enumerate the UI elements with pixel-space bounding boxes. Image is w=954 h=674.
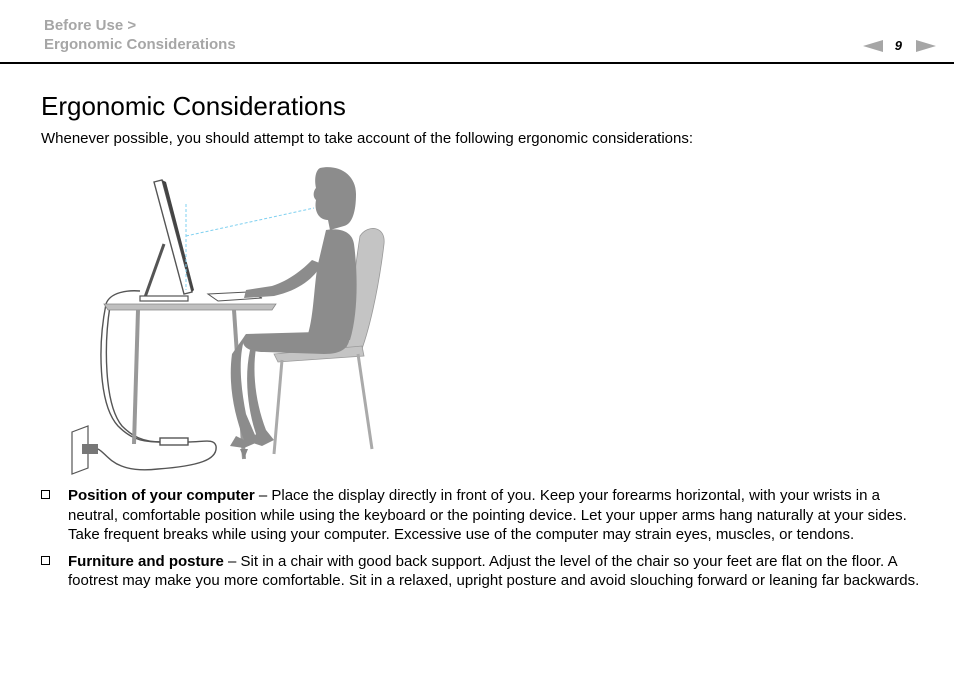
power-cable xyxy=(98,291,216,470)
right-triangle-arrow-icon xyxy=(916,40,936,52)
intro-text: Whenever possible, you should attempt to take account of the following ergonomic considerations: xyxy=(41,130,694,147)
list-item-heading: Position of your computer xyxy=(68,487,255,504)
ergonomic-list xyxy=(41,486,921,598)
breadcrumb xyxy=(44,16,236,54)
left-triangle-arrow-icon xyxy=(863,40,883,52)
list-item-text: – Sit in a chair with good back support. Adjust the level of the chair so your feet are flat on the floor. A footrest may make you more comfortable. Sit in a relaxed, upright posture and avoid slouching forward or leaning far backwards. xyxy=(68,552,920,589)
header-divider xyxy=(0,62,954,64)
list-item-heading: Furniture and posture xyxy=(68,552,224,570)
checkbox-bullet-icon xyxy=(41,490,50,499)
page-header xyxy=(0,0,954,64)
pager xyxy=(863,36,936,54)
list-item xyxy=(41,552,921,591)
checkbox-bullet-icon xyxy=(41,556,50,565)
ergonomic-posture-illustration xyxy=(68,164,398,476)
list-item xyxy=(41,486,921,545)
prev-page-button[interactable] xyxy=(863,39,883,51)
next-page-button[interactable] xyxy=(916,39,936,51)
page-number: 9 xyxy=(894,37,902,53)
breadcrumb-current: Ergonomic Considerations xyxy=(44,36,236,53)
breadcrumb-parent[interactable]: Before Use > xyxy=(44,17,137,34)
power-outlet-icon xyxy=(72,426,98,474)
list-item-text: – Place the display directly in front of you. Keep your forearms horizontal, with your wrists in a neutral, comfortable position while using the keyboard or the pointing device. Let your upper arms hang naturally at your sides. Take frequent breaks while using your computer. Excessive use of the computer may strain eyes, muscles, or tendons. xyxy=(68,487,907,543)
page-title: Ergonomic Considerations xyxy=(41,91,346,121)
